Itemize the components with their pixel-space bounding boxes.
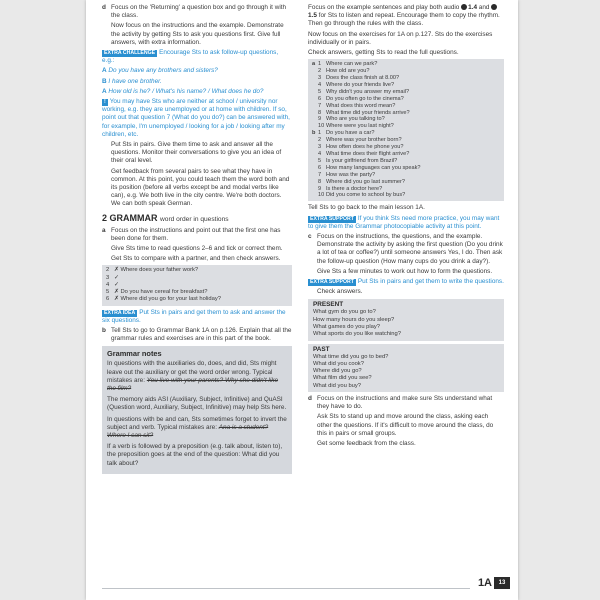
question-line: Where did you go? xyxy=(313,368,362,375)
key-number: 5 xyxy=(318,88,322,95)
answer-text: ✓ xyxy=(114,281,119,288)
extra-challenge: EXTRA CHALLENGE Encourage Sts to ask follow-up questions, e.g.: xyxy=(102,49,279,65)
key-number: 1 xyxy=(318,61,322,68)
key-text: What does this word mean? xyxy=(326,102,396,109)
instruction-text: Tell Sts to go back to the main lesson 1A. xyxy=(308,204,425,212)
key-number: 6 xyxy=(318,95,322,102)
key-section: a xyxy=(312,61,316,68)
key-row xyxy=(312,103,500,110)
extra-idea-tag: EXTRA IDEA xyxy=(104,309,136,316)
key-row xyxy=(312,96,500,103)
extra-support: EXTRA SUPPORT If you think Sts need more practice, you may want to give them the Grammar photocopiable activity at this point. xyxy=(308,214,500,230)
key-text: Where were you last night? xyxy=(326,123,394,130)
key-text: Where can we park? xyxy=(326,61,378,68)
footer-rule xyxy=(102,588,470,589)
grammar-notes-title: Grammar notes xyxy=(107,349,162,359)
note-text: If a verb is followed by a preposition (e.g. talk about, listen to), the preposition goes at the end of the question: What did you talk about? xyxy=(107,443,283,467)
answer-number: 4 xyxy=(106,281,110,288)
right-column xyxy=(308,4,504,450)
key-number: 5 xyxy=(318,157,322,164)
answer-number: 5 xyxy=(106,289,110,296)
instruction-text: Ask Sts to stand up and move around the class, asking each other the questions. If it's difficult to move around the class, do this in pairs or small groups. xyxy=(317,413,494,437)
unit-label: 1A xyxy=(477,577,492,589)
key-text: How was the party? xyxy=(326,171,376,178)
past-title: PAST xyxy=(313,345,330,353)
question-line: What gym do you go to? xyxy=(313,309,376,316)
step-c: c Focus on the instructions, the questions, and the example. Demonstrate the activity by asking the first question (Do you drink a lot of tea or coffee?) until someone answers Yes, I do. Then ask the follow-up question (How many cups do you drink a day?). xyxy=(308,232,503,265)
step-a: a Focus on the instructions and point out that the first one has been done for them. xyxy=(102,226,281,242)
key-row xyxy=(312,110,500,117)
extra-support-tag: EXTRA SUPPORT xyxy=(310,278,354,285)
key-number: 10 xyxy=(318,123,325,130)
key-text: Did you come to school by bus? xyxy=(326,192,406,199)
question-line: What sports do you like watching? xyxy=(313,331,401,338)
instruction-text: Now focus on the exercises for 1A on p.127. Sts do the exercises individually or in pairs. xyxy=(308,30,493,46)
grammar-notes-box xyxy=(102,346,292,473)
instruction-text: Give Sts time to read questions 2–6 and tick or correct them. xyxy=(111,245,283,253)
example-line: B I have one brother. xyxy=(102,77,162,85)
answer-row xyxy=(106,275,288,282)
note-text: The memory aids ASI (Auxiliary, Subject, Infinitive) and QuASI (Question word, Auxiliary, Subject, Infinitive) may help Sts here. xyxy=(107,396,287,412)
instruction-text: Give Sts a few minutes to work out how to form the questions. xyxy=(317,267,493,275)
key-row xyxy=(312,158,500,165)
key-number: 9 xyxy=(318,116,322,123)
key-number: 4 xyxy=(318,151,322,157)
key-text: Do you have a car? xyxy=(326,130,375,137)
key-row xyxy=(312,144,500,151)
key-text: Who are you talking to? xyxy=(326,116,385,123)
key-row xyxy=(312,179,500,186)
example-line: A Do you have any brothers and sisters? xyxy=(102,67,218,75)
audio-icon xyxy=(491,4,497,10)
step-b: b Tell Sts to go to Grammar Bank 1A on p.126. Explain that all the grammar rules and exercises are in this part of the book. xyxy=(102,326,292,343)
extra-support: EXTRA SUPPORT Put Sts in pairs and get them to write the questions. xyxy=(310,277,504,285)
question-line: What time did you go to bed? xyxy=(313,353,389,360)
page-footer xyxy=(86,576,518,590)
answer-key-box xyxy=(308,59,504,201)
key-row xyxy=(312,186,500,193)
present-title: PRESENT xyxy=(313,301,344,309)
key-text: What time did your friends arrive? xyxy=(326,109,410,116)
key-number: 3 xyxy=(318,75,322,82)
key-number: 10 xyxy=(318,192,325,199)
key-number: 8 xyxy=(318,178,322,185)
teacher-tip: ! You may have Sts who are neither at school / university nor working, e.g. they are unemployed or at home with children. If so, point out that question 7 (What do you do?) can be answered with, for example, I'm unemployed / looking for a job / looking after my children, etc. xyxy=(102,98,290,138)
key-section: b xyxy=(312,130,316,137)
key-row xyxy=(312,137,500,144)
key-text: Is there a doctor here? xyxy=(326,185,383,192)
step-d: d Focus on the 'Returning' a question box and go through it with the class. xyxy=(102,4,287,20)
key-number: 7 xyxy=(318,102,322,109)
instruction-text: Get Sts to compare with a partner, and then check answers. xyxy=(111,255,281,263)
past-questions-box xyxy=(308,344,504,392)
key-number: 2 xyxy=(318,68,322,75)
present-questions-box xyxy=(308,299,504,340)
key-text: How old are you? xyxy=(326,68,370,75)
key-row xyxy=(312,61,500,68)
question-line: What did you buy? xyxy=(313,382,362,389)
example-line: A How old is he? / What's his name? / What does he do? xyxy=(102,87,264,95)
key-row xyxy=(312,172,500,179)
instruction-text: Check answers, getting Sts to read the full questions. xyxy=(308,49,459,57)
key-number: 9 xyxy=(318,185,322,192)
question-line: What did you cook? xyxy=(313,360,364,367)
key-text: How many languages can you speak? xyxy=(326,164,421,171)
answer-number: 3 xyxy=(106,274,110,281)
key-row xyxy=(312,192,500,199)
note-text: In questions with be and can, Sts sometimes forget to invert the subject and verb. Typical mistakes are: Ana is a student? Where I can sit? xyxy=(107,415,287,439)
instruction-text: Get feedback from several pairs to see what they have in common. At this point, you could teach them the word both and its position (before all verbs except be and modal verbs like can), e.g. We both live in the city centre. We're both doctors. We can both speak German. xyxy=(111,167,290,208)
key-row xyxy=(312,123,500,130)
section-heading-grammar: 2 GRAMMAR word order in questions xyxy=(102,212,229,223)
step-d: d Focus on the instructions and make sure Sts understand what they have to do. xyxy=(308,395,493,411)
answer-row xyxy=(106,267,288,274)
teacher-book-page xyxy=(86,0,518,600)
key-number: 2 xyxy=(318,137,322,144)
extra-support-tag: EXTRA SUPPORT xyxy=(310,215,354,222)
instruction-text: Check answers. xyxy=(317,288,363,296)
instruction-text: Get some feedback from the class. xyxy=(317,440,416,448)
key-text: How often does he phone you? xyxy=(326,144,404,151)
key-row xyxy=(312,151,500,158)
answer-text: ✗ Do you have cereal for breakfast? xyxy=(114,289,208,296)
key-text: Where was your brother born? xyxy=(326,137,402,144)
key-text: Why didn't you answer my email? xyxy=(326,88,410,95)
question-line: What games do you play? xyxy=(313,323,381,330)
key-number: 7 xyxy=(318,171,322,178)
left-column xyxy=(102,4,292,474)
instruction-text: Put Sts in pairs. Give them time to ask and answer all the questions. Monitor their conversations to give you an idea of their oral level. xyxy=(111,141,282,165)
key-number: 3 xyxy=(318,144,322,151)
answer-row xyxy=(106,296,288,303)
question-line: What film did you see? xyxy=(313,375,372,382)
note-text: In questions with the auxiliaries do, does, and did, Sts might leave out the auxiliary or get the word order wrong. Typical mistakes are: You live with your parents? Why she didn't like the film? xyxy=(107,360,279,392)
key-text: Do you often go to the cinema? xyxy=(326,95,404,102)
page-number: 13 xyxy=(494,577,510,589)
answer-row xyxy=(106,282,288,289)
answer-number: 6 xyxy=(106,296,110,303)
key-text: What time does their flight arrive? xyxy=(326,151,410,157)
key-text: Where do your friends live? xyxy=(326,81,395,88)
step-d-detail: Now focus on the instructions and the example. Demonstrate the activity by getting Sts to ask you questions first. Give full answers, with extra information. xyxy=(111,22,284,46)
audio-icon xyxy=(461,4,467,10)
key-number: 8 xyxy=(318,109,322,116)
key-number: 4 xyxy=(318,81,322,88)
key-row xyxy=(312,75,500,82)
tip-icon: ! xyxy=(104,99,106,106)
key-number: 6 xyxy=(318,164,322,171)
question-line: How many hours do you sleep? xyxy=(313,316,395,323)
key-text: Where did you go last summer? xyxy=(326,178,405,185)
answer-box xyxy=(102,265,292,305)
key-number: 1 xyxy=(318,130,322,137)
key-row xyxy=(312,116,500,123)
intro-text: Focus on the example sentences and play both audio 1.4 and 1.5 for Sts to listen and repeat. Encourage them to copy the rhythm. Then go through the rules with the class. xyxy=(308,4,500,28)
key-row xyxy=(312,68,500,75)
answer-text: ✗ Where does your father work? xyxy=(114,267,199,274)
key-text: Is your girlfriend from Brazil? xyxy=(326,157,398,164)
key-text: Does the class finish at 8.00? xyxy=(326,75,400,82)
key-row xyxy=(312,82,500,89)
answer-text: ✗ Where did you go for your last holiday? xyxy=(114,296,222,303)
key-row xyxy=(312,130,500,137)
extra-idea: EXTRA IDEA Put Sts in pairs and get them to ask and answer the six questions. xyxy=(102,308,286,324)
key-row xyxy=(312,165,500,172)
extra-challenge-tag: EXTRA CHALLENGE xyxy=(104,50,156,57)
answer-number: 2 xyxy=(106,267,110,274)
answer-text: ✓ xyxy=(114,274,119,281)
key-row xyxy=(312,89,500,96)
